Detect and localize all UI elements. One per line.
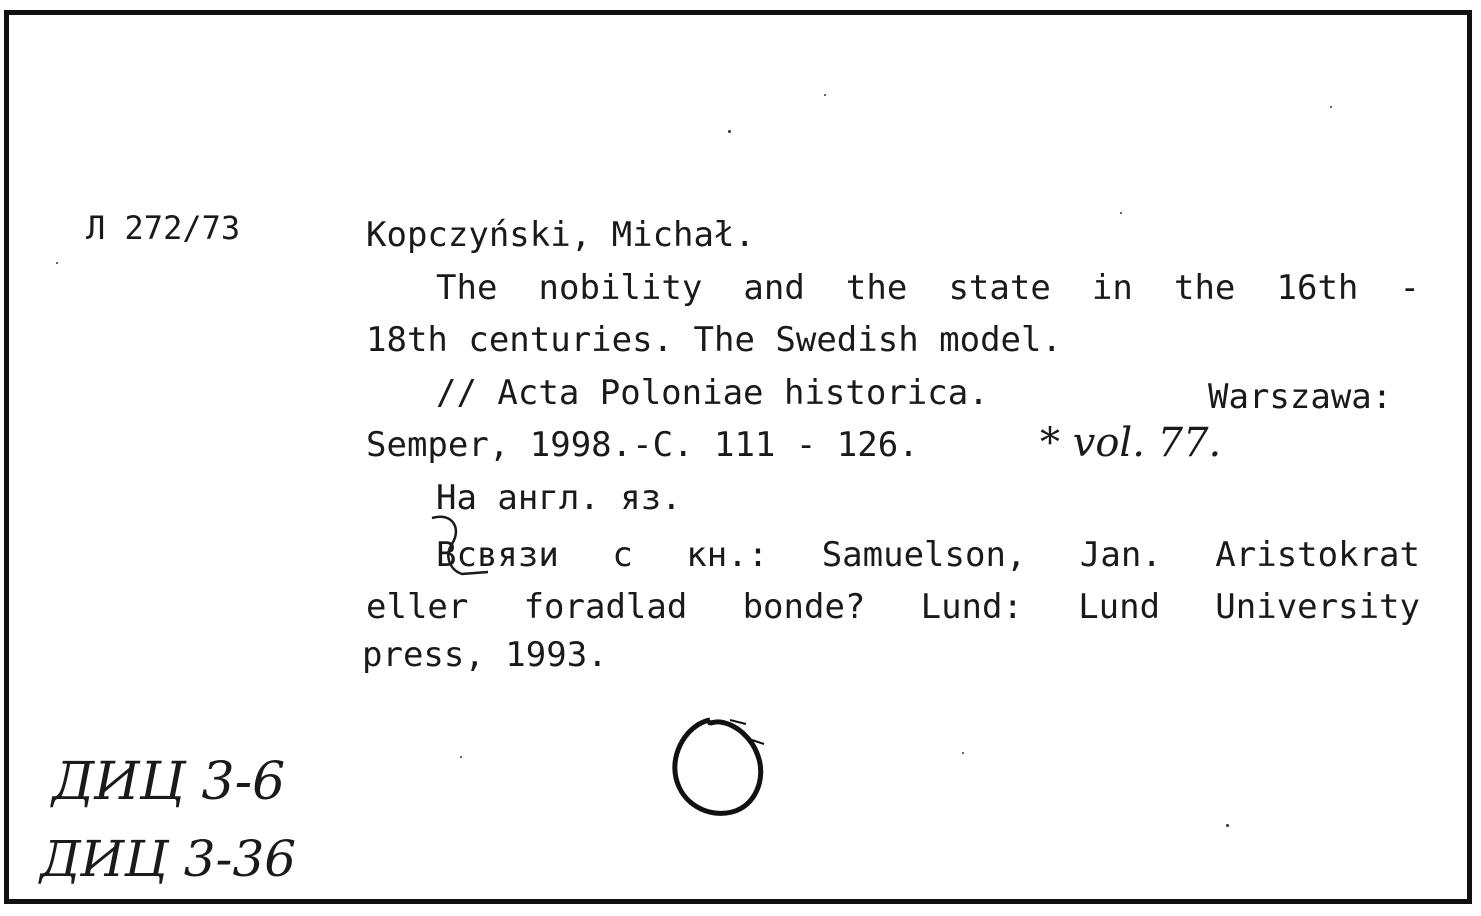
author: Kopczyński, Michał. (366, 215, 755, 255)
title-line-1: The nobility and the state in the 16th - (436, 268, 1420, 308)
source-line-2: Semper, 1998.-C. 111 - 126. (366, 425, 919, 465)
title-line-2: 18th centuries. The Swedish model. (366, 320, 1062, 360)
source-place: Warszawa: (1208, 377, 1393, 417)
related-line-1: Всвязи с кн.: Samuelson, Jan. Aristokrat (436, 535, 1420, 575)
speck (1330, 106, 1332, 108)
related-line-2: eller foradlad bonde? Lund: Lund University (366, 587, 1420, 627)
call-number: Л 272/73 (86, 209, 241, 247)
speck (1226, 824, 1229, 827)
speck (962, 752, 964, 754)
handwritten-code-2: ДИЦ 3-36 (40, 830, 297, 888)
handwritten-circle (668, 712, 778, 824)
speck (728, 130, 731, 133)
speck (824, 94, 826, 96)
language-note: На англ. яз. (436, 478, 682, 518)
speck (460, 756, 462, 758)
related-line-3: press, 1993. (362, 635, 608, 675)
source-line-1: // Acta Poloniae historica. (436, 373, 989, 413)
handwritten-volume: * vol. 77. (1040, 420, 1222, 466)
speck (1120, 212, 1122, 214)
card-edge-gap (1472, 420, 1481, 850)
handwritten-code-1: ДИЦ 3-6 (52, 752, 286, 812)
speck (56, 262, 58, 264)
